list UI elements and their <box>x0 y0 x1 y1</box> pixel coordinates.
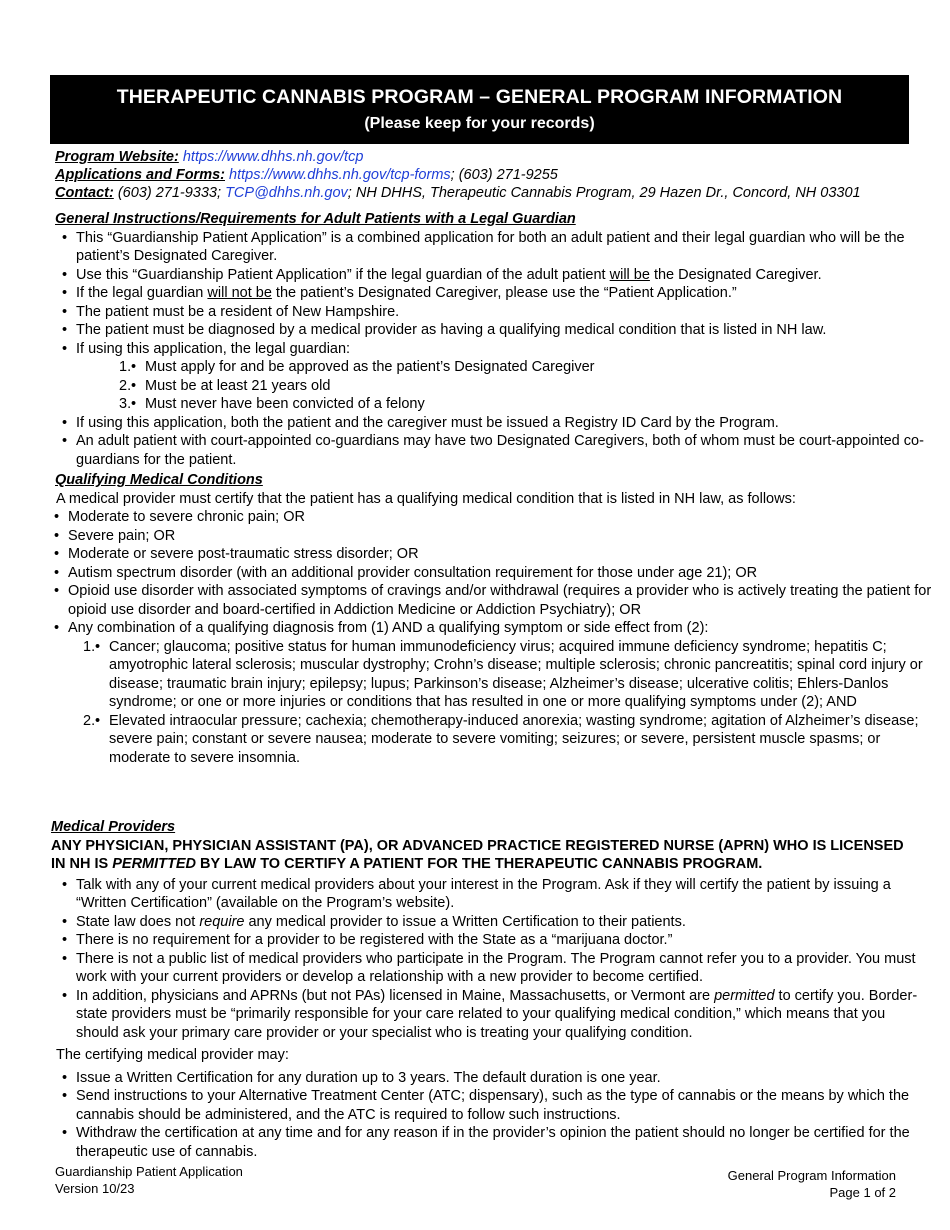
guardian-list <box>76 229 935 470</box>
guardian-section <box>55 210 935 469</box>
program-links <box>55 148 935 202</box>
website-label: Program Website: <box>55 149 179 165</box>
providers-statement: ANY PHYSICIAN, PHYSICIAN ASSISTANT (PA), OR ADVANCED PRACTICE REGISTERED NURSE (APRN) WHO IS LICENSED IN NH IS PERMITTED BY LAW TO CERTIFY A PATIENT FOR THE THERAPEUTIC CANNABIS PROGRAM. <box>51 837 904 872</box>
forms-label: Applications and Forms: <box>55 167 225 183</box>
list-item: • Autism spectrum disorder (with an additional provider consultation requirement for those under age 21); OR <box>68 564 935 583</box>
list-item: • If the legal guardian will not be the patient’s Designated Caregiver, please use the “Patient Application.” <box>76 284 935 303</box>
list-item: • An adult patient with court-appointed co-guardians may have two Designated Caregivers, both of whom must be court-appointed co-guardians for the patient. <box>76 432 935 469</box>
footer-version: Version 10/23 <box>55 1181 135 1196</box>
list-item: • Withdraw the certification at any time and for any reason if in the provider’s opinion the patient should no longer be certified for the therapeutic use of cannabis. <box>76 1124 926 1161</box>
numbered-item: • 3. Must never have been convicted of a felony <box>145 395 935 414</box>
numbered-item: • 1. Cancer; glaucoma; positive status for human immunodeficiency virus; acquired immune deficiency syndrome; hepatitis C; amyotrophic lateral sclerosis; muscular dystrophy; Crohn’s disease; multiple sclerosis; chronic pancreatitis; spinal cord injury or disease; traumatic brain injury; epilepsy; lupus; Parkinson’s disease; Alzheimer’s disease; ulcerative colitis; Ehlers-Danlos syndrome; or one or more injuries or conditions that has resulted in one or more qualifying symptoms under (2); AND <box>109 638 936 712</box>
forms-line <box>55 166 935 184</box>
page-subtitle: (Please keep for your records) <box>364 115 595 132</box>
list-item: • Talk with any of your current medical providers about your interest in the Program. Ask if they will certify the patient by issuing a “Written Certification” (available on the Program’s website). <box>76 876 926 913</box>
forms-phone: ; (603) 271-9255 <box>450 167 558 183</box>
footer-right <box>728 1167 896 1201</box>
list-item: • Moderate or severe post-traumatic stress disorder; OR <box>68 545 935 564</box>
guardian-heading: General Instructions/Requirements for Adult Patients with a Legal Guardian <box>55 211 576 227</box>
guardian-requirements-list <box>119 358 935 414</box>
list-item: • Any combination of a qualifying diagnosis from (1) AND a qualifying symptom or side effect from (2): • 1. Cancer; glaucoma; positive status for human immunodeficiency virus; acquired immune deficiency syndrome; hepatitis C; amyotrophic lateral sclerosis; muscular dystrophy; Crohn’s disease; multiple sclerosis; chronic pancreatitis; spinal cord injury or disease; traumatic brain injury; epilepsy; lupus; Parkinson’s disease; Alzheimer’s disease; ulcerative colitis; Ehlers-Danlos syndrome; or one or more injuries or conditions that has resulted in one or more qualifying symptoms under (2); AND • 2. Elevated intraocular pressure; cachexia; chemotherapy-induced anorexia; wasting syndrome; agitation of Alzheimer’s disease; severe pain; constant or severe nausea; moderate to severe vomiting; seizures; or severe, persistent muscle spasms; or moderate to severe insomnia. <box>68 619 935 767</box>
footer-page-number: Page 1 of 2 <box>829 1185 896 1200</box>
list-item: • If using this application, the legal guardian: • 1. Must apply for and be approved as the patient’s Designated Caregiver • 2. Must be at least 21 years old • 3. Must never have been convicted of a felony <box>76 340 935 414</box>
contact-phone: (603) 271-9333; <box>113 185 226 201</box>
contact-line <box>55 184 935 202</box>
qualifying-section <box>55 471 935 767</box>
footer-form-name: Guardianship Patient Application <box>55 1164 243 1179</box>
list-item: • In addition, physicians and APRNs (but not PAs) licensed in Maine, Massachusetts, or Vermont are permitted to certify you. Border-state providers must be “primarily responsible for your care related to your qualifying medical condition,” which means that you should ask your primary care provider or your specialist who is treating your qualifying condition. <box>76 987 926 1043</box>
list-item: • There is no requirement for a provider to be registered with the State as a “marijuana doctor.” <box>76 931 926 950</box>
list-item: • Moderate to severe chronic pain; OR <box>68 508 935 527</box>
forms-link[interactable]: https://www.dhhs.nh.gov/tcp-forms <box>229 167 451 183</box>
providers-heading: Medical Providers <box>51 819 176 835</box>
qualifying-list <box>68 508 935 767</box>
qualifying-heading: Qualifying Medical Conditions <box>55 472 263 488</box>
list-item: • Send instructions to your Alternative Treatment Center (ATC; dispensary), such as the type of cannabis or the means by which the cannabis should be administered, and the ATC is required to follow such instructions. <box>76 1087 926 1124</box>
website-link[interactable]: https://www.dhhs.nh.gov/tcp <box>182 149 364 165</box>
page-header <box>50 75 909 144</box>
contact-label: Contact: <box>55 185 114 201</box>
providers-section <box>51 818 931 1161</box>
provider-may-list <box>76 1069 926 1162</box>
footer-section-name: General Program Information <box>727 1168 896 1183</box>
contact-email-link[interactable]: TCP@dhhs.nh.gov <box>225 185 348 201</box>
list-item: • This “Guardianship Patient Application” is a combined application for both an adult patient and their legal guardian who will be the patient’s Designated Caregiver. <box>76 229 935 266</box>
numbered-item: • 2. Elevated intraocular pressure; cachexia; chemotherapy-induced anorexia; wasting syndrome; agitation of Alzheimer’s disease; severe pain; constant or severe nausea; moderate to severe vomiting; seizures; or severe, persistent muscle spasms; or moderate to severe insomnia. <box>109 712 936 768</box>
numbered-item: • 2. Must be at least 21 years old <box>145 377 935 396</box>
list-item: • The patient must be a resident of New Hampshire. <box>76 303 935 322</box>
list-item: • State law does not require any medical provider to issue a Written Certification to their patients. <box>76 913 926 932</box>
provider-may-intro: The certifying medical provider may: <box>56 1047 289 1063</box>
list-item: • Use this “Guardianship Patient Application” if the legal guardian of the adult patient will be the Designated Caregiver. <box>76 266 935 285</box>
list-item: • Issue a Written Certification for any duration up to 3 years. The default duration is one year. <box>76 1069 926 1088</box>
qualifying-sub-list <box>83 638 936 768</box>
list-item: • There is not a public list of medical providers who participate in the Program. The Program cannot refer you to a provider. You must work with your current providers or develop a relationship with a new provider to become certified. <box>76 950 926 987</box>
list-item: • Severe pain; OR <box>68 527 935 546</box>
qualifying-intro: A medical provider must certify that the patient has a qualifying medical condition that is listed in NH law, as follows: <box>56 490 796 507</box>
providers-list <box>76 876 926 1043</box>
footer-left <box>55 1163 243 1197</box>
website-line <box>55 148 935 166</box>
page-title: THERAPEUTIC CANNABIS PROGRAM – GENERAL PROGRAM INFORMATION <box>116 86 843 108</box>
list-item: • The patient must be diagnosed by a medical provider as having a qualifying medical condition that is listed in NH law. <box>76 321 935 340</box>
contact-address: ; NH DHHS, Therapeutic Cannabis Program, 29 Hazen Dr., Concord, NH 03301 <box>347 185 861 201</box>
list-item: • If using this application, both the patient and the caregiver must be issued a Registry ID Card by the Program. <box>76 414 935 433</box>
list-item: • Opioid use disorder with associated symptoms of cravings and/or withdrawal (requires a provider who is actively treating the patient for opioid use disorder and board-certified in Addiction Medicine or Addiction Psychiatry); OR <box>68 582 935 619</box>
numbered-item: • 1. Must apply for and be approved as the patient’s Designated Caregiver <box>145 358 935 377</box>
